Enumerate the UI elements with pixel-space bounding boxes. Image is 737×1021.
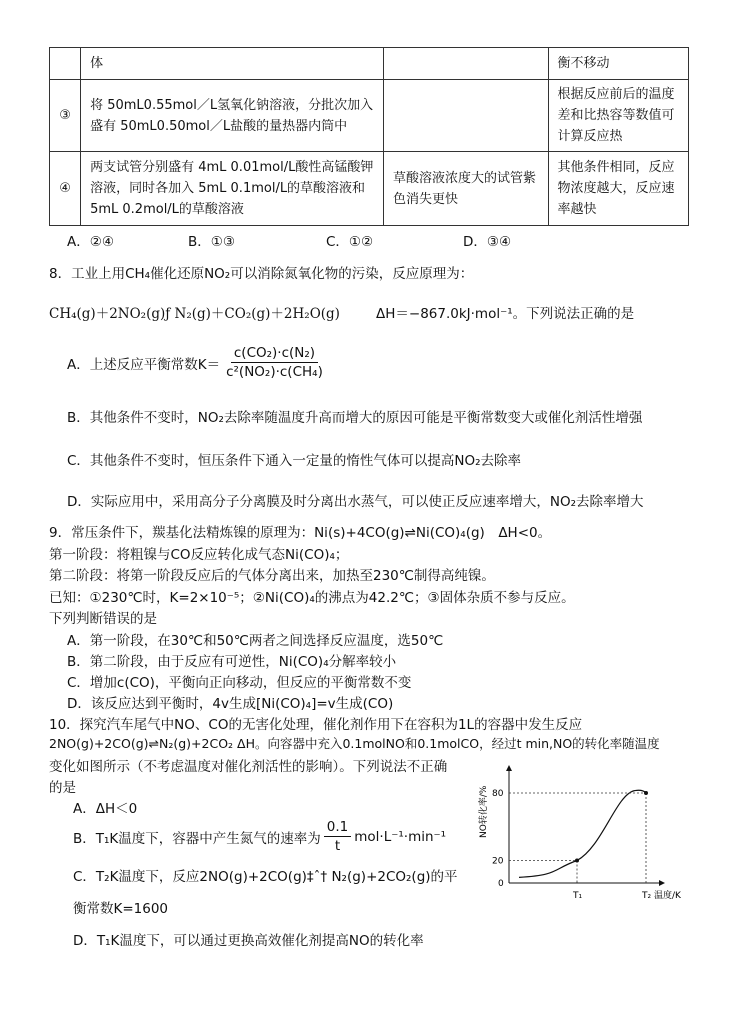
q8-option-a-label: A．上述反应平衡常数K＝ <box>67 356 221 373</box>
q10-stem: 10．探究汽车尾气中NO、CO的无害化处理，催化剂作用下在容积为1L的容器中发生反应 <box>49 717 583 733</box>
table-cell: 体 <box>81 48 384 80</box>
table-cell: 衡不移动 <box>548 48 688 80</box>
x-tick-label: T₂ <box>642 891 652 901</box>
q8-option-c: C．其他条件不变时，恒压条件下通入一定量的惰性气体可以提高NO₂去除率 <box>67 453 522 469</box>
x-tick-label: T₁ <box>573 891 583 901</box>
q9-line-3: 已知：①230℃时，K=2×10⁻⁵；②Ni(CO)₄的沸点为42.2℃；③固体杂质不参与反应。 <box>49 590 575 606</box>
y-tick-origin: 0 <box>498 879 504 889</box>
q9-line-4: 下列判断错误的是 <box>49 611 157 627</box>
q9-option-a: A．第一阶段，在30℃和50℃两者之间选择反应温度，选50℃ <box>67 633 444 649</box>
q7-option-c: C．①② <box>326 234 374 250</box>
q9-line-1: 第一阶段：将粗镍与CO反应转化成气态Ni(CO)₄； <box>49 547 349 563</box>
table-cell: 将 50mL0.55mol／L氢氧化钠溶液，分批次加入盛有 50mL0.50mol／L盐酸的量热器内筒中 <box>81 80 384 152</box>
q8-option-a <box>67 344 329 381</box>
q7-option-b: B．①③ <box>188 234 235 250</box>
fraction-numerator: c(CO₂)·c(N₂) <box>231 344 318 363</box>
q10-option-a: A．ΔH＜0 <box>73 801 138 817</box>
q8-stem: 8．工业上用CH₄催化还原NO₂可以消除氮氧化物的污染，反应原理为： <box>49 266 474 282</box>
q8-option-b: B．其他条件不变时，NO₂去除率随温度升高而增大的原因可能是平衡常数变大或催化剂活性增强 <box>67 410 643 426</box>
q10-option-c-line-2: 衡常数K=1600 <box>73 901 169 917</box>
q8-equation: CH₄(g)＋2NO₂(g)ƒ N₂(g)＋CO₂(g)＋2H₂O(g) <box>49 306 340 322</box>
fraction-denominator: c²(NO₂)·c(CH₄) <box>226 364 323 380</box>
q9-line-2: 第二阶段：将第一阶段反应后的气体分离出来，加热至230℃制得高纯镍。 <box>49 568 495 584</box>
q10-line-3: 变化如图所示（不考虑温度对催化剂活性的影响）。下列说法不正确 <box>49 759 448 775</box>
row-number: ④ <box>50 152 81 226</box>
y-tick-label: 80 <box>492 789 504 799</box>
q7-option-d: D．③④ <box>463 234 512 250</box>
q10-option-d: D．T₁K温度下，可以通过更换高效催化剂提高NO的转化率 <box>73 933 424 949</box>
data-point <box>575 859 579 863</box>
data-point <box>644 791 648 795</box>
table-cell <box>384 80 549 152</box>
q8-option-d: D．实际应用中，采用高分子分离膜及时分离出水蒸气，可以使正反应速率增大，NO₂去除率增大 <box>67 494 644 510</box>
table-cell: 其他条件相同，反应物浓度越大，反应速率越快 <box>548 152 688 226</box>
table-row <box>50 48 689 80</box>
q8-enthalpy: ΔH＝−867.0kJ·mol⁻¹。下列说法正确的是 <box>376 306 635 322</box>
conversion-curve <box>519 790 646 877</box>
y-axis-label: NO转化率/% <box>479 785 489 838</box>
table-cell: 根据反应前后的温度差和比热容等数值可计算反应热 <box>548 80 688 152</box>
table-cell <box>50 48 81 80</box>
table-cell: 两支试管分别盛有 4mL 0.01mol/L酸性高锰酸钾溶液，同时各加入 5mL 0.1mol/L的草酸溶液和5mL 0.2mol/L的草酸溶液 <box>81 152 384 226</box>
y-tick-label: 20 <box>492 856 504 867</box>
experiment-table <box>49 47 689 226</box>
table-row <box>50 152 689 226</box>
q9-stem: 9．常压条件下，羰基化法精炼镍的原理为：Ni(s)+4CO(g)⇌Ni(CO)₄(g) ΔH<0。 <box>49 525 552 541</box>
q10-option-c-line-1: C．T₂K温度下，反应2NO(g)+2CO(g)‡ˆ† N₂(g)+2CO₂(g)的平 <box>73 869 458 885</box>
x-axis-label: 温度/K <box>654 891 681 901</box>
no-conversion-chart <box>474 758 704 903</box>
rate-fraction <box>324 818 351 855</box>
table-row <box>50 80 689 152</box>
q10-option-b <box>73 818 446 855</box>
fraction-numerator: 0.1 <box>324 818 351 837</box>
equilibrium-constant-fraction <box>223 344 326 381</box>
table-cell <box>384 48 549 80</box>
q9-option-b: B．第二阶段，由于反应有可逆性，Ni(CO)₄分解率较小 <box>67 654 397 670</box>
row-number: ③ <box>50 80 81 152</box>
q10-line-2: 2NO(g)+2CO(g)⇌N₂(g)+2CO₂ ΔH。向容器中充入0.1molNO和0.1molCO，经过t min,NO的转化率随温度 <box>49 736 660 751</box>
q9-option-c: C．增加c(CO)，平衡向正向移动，但反应的平衡常数不变 <box>67 675 412 691</box>
q10-option-b-label: B．T₁K温度下，容器中产生氮气的速率为 <box>73 830 321 847</box>
q10-line-4: 的是 <box>49 780 76 796</box>
q7-option-a: A．②④ <box>67 234 114 250</box>
q9-option-d: D．该反应达到平衡时，4v生成[Ni(CO)₄]=v生成(CO) <box>67 696 394 712</box>
table-cell: 草酸溶液浓度大的试管紫色消失更快 <box>384 152 549 226</box>
rate-unit: mol·L⁻¹·min⁻¹ <box>354 828 447 845</box>
fraction-denominator: t <box>334 838 341 854</box>
